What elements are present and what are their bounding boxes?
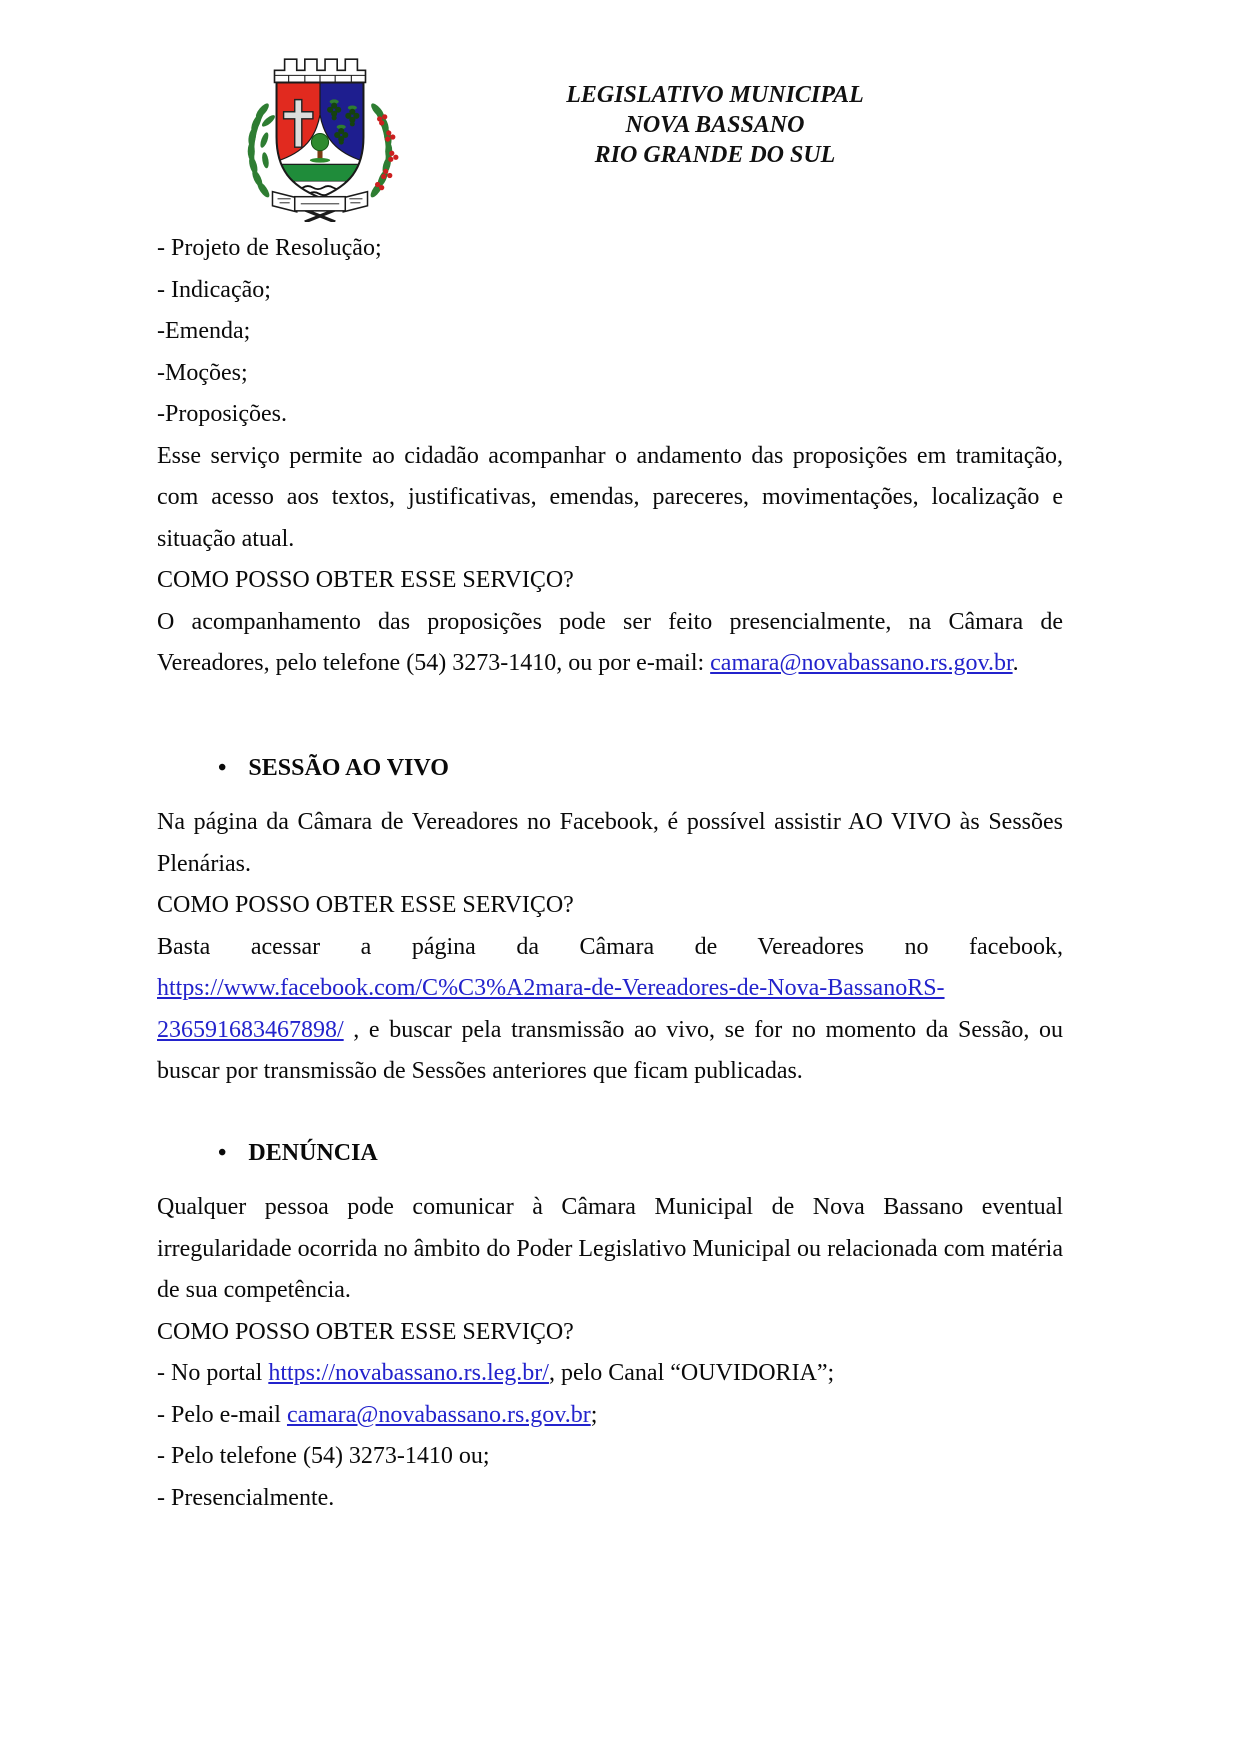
- list-item: -Emenda;: [157, 318, 251, 344]
- channel-item-email: [157, 1395, 1063, 1437]
- channel-text: - Presencialmente.: [157, 1484, 335, 1511]
- sessao-description: Na página da Câmara de Vereadores no Facebook, é possível assistir AO VIVO às Sessões Plenárias.: [157, 809, 1063, 877]
- propositions-description: Esse serviço permite ao cidadão acompanhar o andamento das proposições em tramitação, com acesso aos textos, justificativas, emendas, pareceres, movimentações, localização e situação atual.: [157, 442, 1063, 552]
- channel-text: - Pelo telefone (54) 3273-1410 ou;: [157, 1443, 490, 1469]
- facebook-link-line-1: https://www.facebook.com/C%C3%A2mara-de-Vereadores-de-Nova-BassanoRS-: [157, 975, 945, 1001]
- coffee-branch-right: [368, 102, 398, 200]
- header-title: [495, 80, 935, 170]
- mural-crown: [275, 59, 366, 82]
- bullet-icon: •: [218, 1139, 227, 1166]
- propositions-how-to: [157, 602, 1063, 685]
- header-title-line-2: NOVA BASSANO: [625, 112, 805, 138]
- como-posso-heading: COMO POSSO OBTER ESSE SERVIÇO?: [157, 1318, 574, 1345]
- shield: [277, 82, 364, 203]
- channel-item-presencial: [157, 1478, 1063, 1520]
- section-heading-label: DENÚNCIA: [248, 1139, 378, 1166]
- channel-text: - No portal: [157, 1360, 269, 1386]
- section-heading-sessao-ao-vivo: [157, 748, 1063, 790]
- ribbon-banner: [272, 192, 367, 222]
- list-item: - Indicação;: [157, 276, 271, 303]
- channel-item-telefone: [157, 1436, 1063, 1478]
- how-to-text: , e buscar pela transmissão ao vivo, se for no momento da Sessão, ou buscar por transmissão de Sessões anteriores que ficam publicadas.: [157, 1016, 1063, 1084]
- how-to-text: O acompanhamento das proposições pode ser feito presencialmente, na Câmara de Vereadores, pelo telefone (54) 3273-1410, ou por e-mail:: [157, 608, 1063, 676]
- channel-item-portal: [157, 1353, 1063, 1395]
- email-link[interactable]: camara@novabassano.rs.gov.br: [710, 650, 1013, 676]
- laurel-branch-left: [247, 102, 276, 200]
- section-heading-denuncia: [157, 1133, 1063, 1175]
- header-title-line-3: RIO GRANDE DO SUL: [594, 142, 836, 168]
- list-item: - Projeto de Resolução;: [157, 235, 382, 261]
- portal-link[interactable]: https://novabassano.rs.leg.br/: [268, 1360, 549, 1386]
- channel-text: , pelo Canal “OUVIDORIA”;: [548, 1360, 835, 1386]
- list-item: -Moções;: [157, 359, 248, 386]
- sentence-period: .: [1012, 650, 1019, 676]
- denuncia-description: Qualquer pessoa pode comunicar à Câmara Municipal de Nova Bassano eventual irregularidade ocorrida no âmbito do Poder Legislativo Municipal ou relacionada com matéria de sua competência.: [157, 1194, 1063, 1303]
- section-heading-label: SESSÃO AO VIVO: [248, 754, 449, 781]
- how-to-text: Basta acessar a página da Câmara de Vereadores no facebook,: [157, 933, 1063, 960]
- document-body: [157, 228, 1063, 1519]
- header-title-line-1: LEGISLATIVO MUNICIPAL: [566, 82, 864, 108]
- list-item: -Proposições.: [157, 401, 287, 427]
- como-posso-heading: COMO POSSO OBTER ESSE SERVIÇO?: [157, 567, 574, 593]
- channel-text: ;: [590, 1401, 598, 1428]
- sessao-how-to: [157, 927, 1063, 1093]
- como-posso-heading: COMO POSSO OBTER ESSE SERVIÇO?: [157, 892, 574, 918]
- propositions-list: [157, 228, 1063, 436]
- channel-text: - Pelo e-mail: [157, 1401, 287, 1428]
- nova-bassano-coat-of-arms-icon: [228, 44, 412, 222]
- email-link[interactable]: camara@novabassano.rs.gov.br: [286, 1401, 591, 1428]
- bullet-icon: •: [218, 754, 227, 781]
- facebook-link-line-2: 236591683467898/: [157, 1016, 344, 1043]
